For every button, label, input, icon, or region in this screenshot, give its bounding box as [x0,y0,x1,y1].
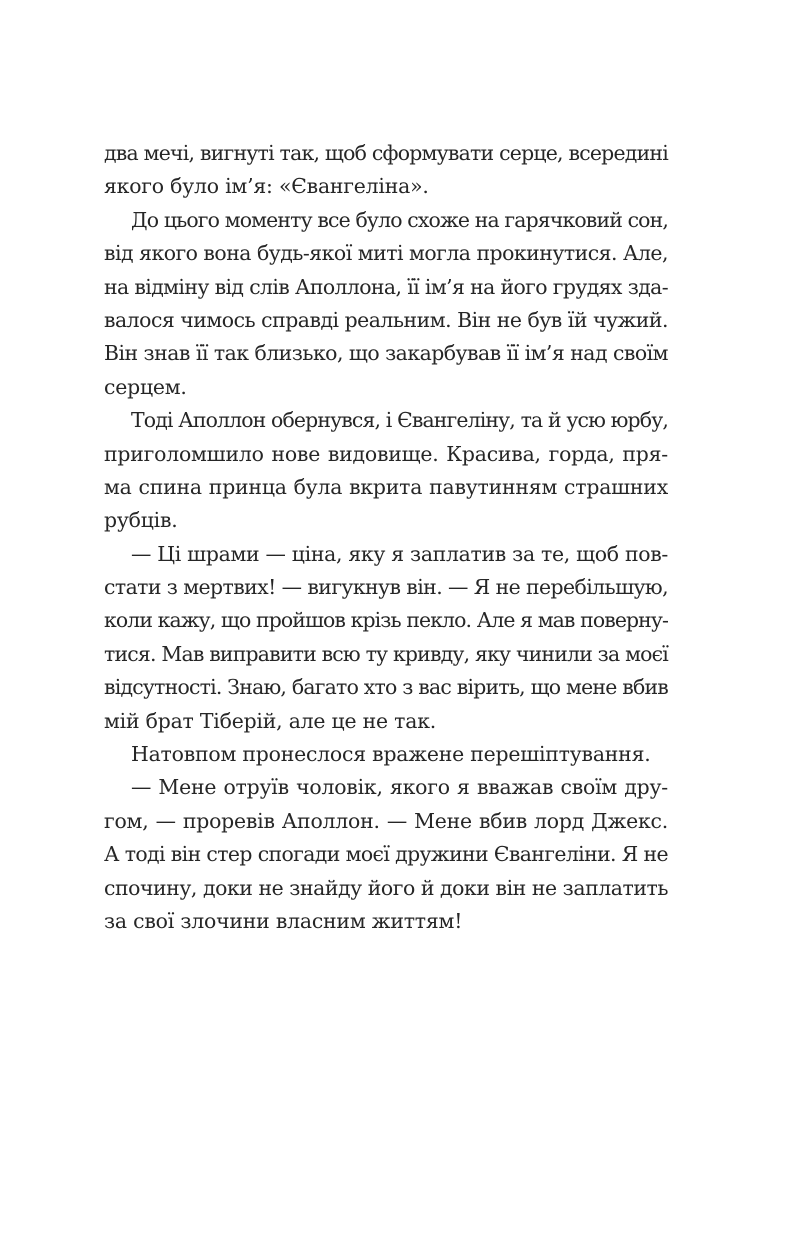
text-line: відсутності. Знаю, багато хто з вас вірить, що мене вбив [104,675,668,700]
text-line: Тоді Аполлон обернувся, і Євангеліну, та й усю юрбу, [131,408,668,433]
text-line: ма спина принца була вкрита павутинням страшних [104,474,668,499]
text-line: Він знав її так близько, що закарбував її ім’я над своїм [104,341,668,366]
text-line: рубців. [104,508,178,533]
text-line: гом, — проревів Аполлон. — Мене вбив лорд Джекс. [104,808,668,833]
text-line: валося чимось справді реальним. Він не був їй чужий. [104,307,668,332]
text-line: якого було ім’я: «Євангеліна». [104,174,429,199]
paragraph [104,771,668,938]
body-text [104,137,668,938]
text-line: мій брат Тіберій, але це не так. [104,708,437,733]
text-line: коли кажу, що пройшов крізь пекло. Але я мав поверну- [104,608,668,633]
text-line: серцем. [104,374,187,399]
text-line: за свої злочини власним життям! [104,908,463,933]
text-line: на відміну від слів Аполлона, її ім’я на його грудях зда- [104,274,668,299]
paragraph [104,404,668,538]
text-line: від якого вона будь-якої миті могла прокинутися. Але, [104,241,668,266]
text-line: До цього моменту все було схоже на гарячковий сон, [131,207,668,232]
text-line: стати з мертвих! — вигукнув він. — Я не перебільшую, [104,575,668,600]
paragraph [104,538,668,738]
text-line: Натовпом пронеслося вражене перешіптування. [131,742,651,767]
text-line: — Мене отруїв чоловік, якого я вважав своїм дру- [131,775,668,800]
text-line: приголомшило нове видовище. Красива, горда, пря- [104,441,668,466]
text-line: тися. Мав виправити всю ту кривду, яку чинили за моєї [104,641,668,666]
text-line: — Ці шрами — ціна, яку я заплатив за те, щоб пов- [131,541,668,566]
paragraph [104,137,668,204]
text-line: А тоді він стер спогади моєї дружини Євангеліни. Я не [104,842,668,867]
text-line: два мечі, вигнуті так, щоб сформувати серце, всередині [104,141,669,165]
paragraph [104,738,668,771]
text-line: спочину, доки не знайду його й доки він не заплатить [104,875,668,900]
paragraph [104,204,668,404]
